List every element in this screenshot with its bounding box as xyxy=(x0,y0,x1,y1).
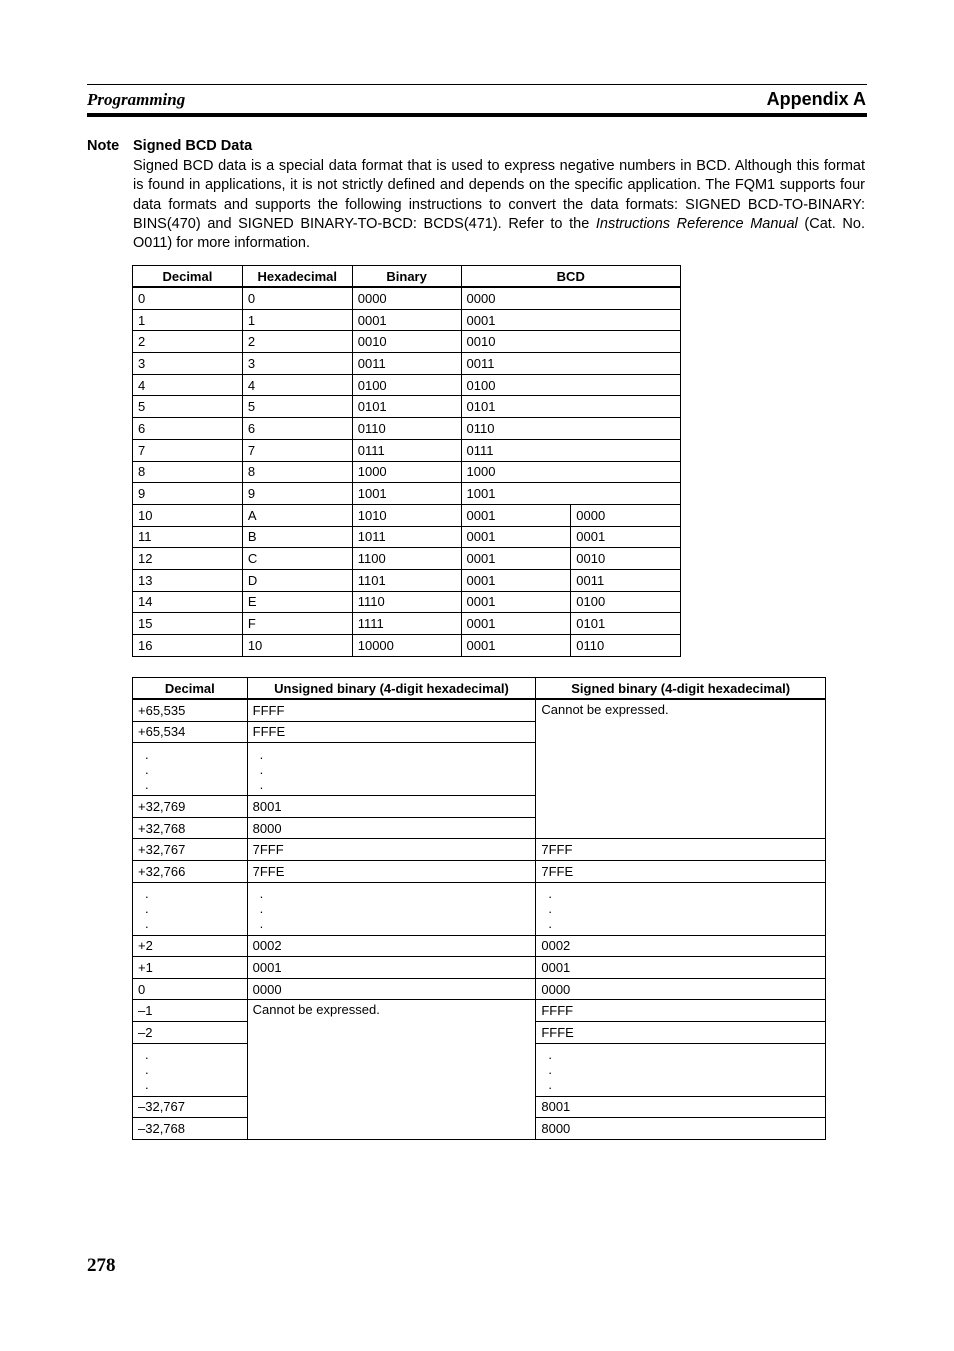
table-cell: 0002 xyxy=(536,935,826,957)
ellipsis-cell: . . . xyxy=(247,743,536,796)
table-cell: 0101 xyxy=(461,396,680,418)
table-header-row xyxy=(133,678,826,700)
header-appendix-title: Appendix A xyxy=(766,89,866,109)
table-cell: 10 xyxy=(242,635,352,657)
table-cell: 6 xyxy=(133,418,243,440)
table-cell: FFFE xyxy=(536,1021,826,1043)
table-cell: 1010 xyxy=(352,504,461,526)
table-cell: 1000 xyxy=(352,461,461,483)
note-body-text-end: (Cat. No. O011) for more information. xyxy=(133,215,865,252)
table-cell: +32,767 xyxy=(133,839,248,861)
table-cell-merged: Cannot be expressed. xyxy=(536,699,826,839)
table-row xyxy=(133,439,681,461)
table-cell: –2 xyxy=(133,1021,248,1043)
table-row xyxy=(133,504,681,526)
table-cell: 0001 xyxy=(461,591,571,613)
table-cell: 14 xyxy=(133,591,243,613)
table-row xyxy=(133,860,826,882)
table-row xyxy=(133,957,826,979)
table-cell: 9 xyxy=(242,483,352,505)
table-cell: 0101 xyxy=(571,613,681,635)
table-row xyxy=(133,591,681,613)
table-cell: –32,767 xyxy=(133,1096,248,1118)
table-cell: 0010 xyxy=(571,548,681,570)
table-cell: F xyxy=(242,613,352,635)
table-cell: 0011 xyxy=(461,353,680,375)
table-cell: 2 xyxy=(242,331,352,353)
table-cell: 0000 xyxy=(571,504,681,526)
table-cell: 8000 xyxy=(247,817,536,839)
column-header: BCD xyxy=(461,266,680,288)
table-cell: 1110 xyxy=(352,591,461,613)
table-row-ellipsis xyxy=(133,882,826,935)
table-cell: 11 xyxy=(133,526,243,548)
table-cell: 7FFE xyxy=(247,860,536,882)
column-header: Hexadecimal xyxy=(242,266,352,288)
table-row xyxy=(133,287,681,309)
table-row xyxy=(133,353,681,375)
table-cell: D xyxy=(242,569,352,591)
table-cell: –32,768 xyxy=(133,1118,248,1140)
header-section-title: Programming xyxy=(87,90,186,109)
note-body xyxy=(133,157,865,253)
ellipsis-cell: . . . xyxy=(133,743,248,796)
table-cell: 1001 xyxy=(352,483,461,505)
table-cell: 1001 xyxy=(461,483,680,505)
table-cell: 0001 xyxy=(571,526,681,548)
table-cell: 0001 xyxy=(461,309,680,331)
table-row xyxy=(133,569,681,591)
table-cell: 0001 xyxy=(461,569,571,591)
table-row xyxy=(133,461,681,483)
table-cell: +32,768 xyxy=(133,817,248,839)
table-cell: 0001 xyxy=(461,635,571,657)
table-cell: 0001 xyxy=(352,309,461,331)
table-row xyxy=(133,1000,826,1022)
column-header: Binary xyxy=(352,266,461,288)
table-cell: 0110 xyxy=(571,635,681,657)
table-cell: 0 xyxy=(133,978,248,1000)
table-cell: 0001 xyxy=(247,957,536,979)
table-row xyxy=(133,635,681,657)
table-cell: FFFF xyxy=(536,1000,826,1022)
table-cell: 4 xyxy=(133,374,243,396)
table-cell: 6 xyxy=(242,418,352,440)
column-header: Signed binary (4-digit hexadecimal) xyxy=(536,678,826,700)
ellipsis-cell: . . . xyxy=(133,1043,248,1096)
column-header: Decimal xyxy=(133,266,243,288)
table-row xyxy=(133,548,681,570)
table-cell: 0001 xyxy=(461,526,571,548)
table-cell: 0002 xyxy=(247,935,536,957)
table-row xyxy=(133,396,681,418)
table-cell: 0010 xyxy=(461,331,680,353)
table-cell: 0100 xyxy=(571,591,681,613)
table-cell: 0111 xyxy=(352,439,461,461)
table-cell: 7FFF xyxy=(536,839,826,861)
ellipsis-cell: . . . xyxy=(536,882,826,935)
table-cell: +2 xyxy=(133,935,248,957)
table-cell: 0111 xyxy=(461,439,680,461)
table-cell: 0100 xyxy=(352,374,461,396)
table-cell: C xyxy=(242,548,352,570)
table-cell: FFFE xyxy=(247,721,536,743)
table-cell: A xyxy=(242,504,352,526)
bcd-conversion-table xyxy=(132,265,681,657)
table-row xyxy=(133,935,826,957)
table-row xyxy=(133,374,681,396)
table-cell: 0001 xyxy=(536,957,826,979)
table-cell: 0 xyxy=(242,287,352,309)
note-title: Signed BCD Data xyxy=(133,138,253,154)
table-cell: 5 xyxy=(242,396,352,418)
table-cell: 5 xyxy=(133,396,243,418)
table-cell: 4 xyxy=(242,374,352,396)
table-cell: 0000 xyxy=(536,978,826,1000)
table-cell: 9 xyxy=(133,483,243,505)
table-row xyxy=(133,839,826,861)
table-cell: 0100 xyxy=(461,374,680,396)
table-cell: 8001 xyxy=(536,1096,826,1118)
table-cell: 1100 xyxy=(352,548,461,570)
table-cell: +1 xyxy=(133,957,248,979)
table-cell: 10 xyxy=(133,504,243,526)
table-cell: –1 xyxy=(133,1000,248,1022)
table-cell: 8000 xyxy=(536,1118,826,1140)
ellipsis-cell: . . . xyxy=(536,1043,826,1096)
table-cell: 8 xyxy=(242,461,352,483)
table-cell: FFFF xyxy=(247,699,536,721)
table-cell: 15 xyxy=(133,613,243,635)
table-cell: 1011 xyxy=(352,526,461,548)
table-cell: 0000 xyxy=(352,287,461,309)
table-cell: 0110 xyxy=(461,418,680,440)
table-row xyxy=(133,526,681,548)
table-cell: 0001 xyxy=(461,504,571,526)
table-cell: 1101 xyxy=(352,569,461,591)
table-cell: 7 xyxy=(133,439,243,461)
table-cell: 0011 xyxy=(571,569,681,591)
table-cell: 7 xyxy=(242,439,352,461)
table-row xyxy=(133,331,681,353)
table-cell: 0101 xyxy=(352,396,461,418)
table-cell: 0000 xyxy=(461,287,680,309)
table-cell: 2 xyxy=(133,331,243,353)
table-cell: B xyxy=(242,526,352,548)
table-cell: 16 xyxy=(133,635,243,657)
table-cell: +65,534 xyxy=(133,721,248,743)
table-cell: 0011 xyxy=(352,353,461,375)
note-body-text: Signed BCD data is a special data format that is used to express negative numbers in BCD. Although this format is found in applications, it is not strictly defined and depends on the specific application. The FQM1 supports four data formats and supports the following instructions to convert the data formats: SIGNED BCD-TO-BINARY: BINS(470) and SIGNED BINARY-TO-BCD: BCDS(471). Refer to the xyxy=(133,158,865,232)
table-cell: 8001 xyxy=(247,796,536,818)
ellipsis-cell: . . . xyxy=(247,882,536,935)
table-cell: 0001 xyxy=(461,548,571,570)
table-cell: 7FFF xyxy=(247,839,536,861)
table-cell: 12 xyxy=(133,548,243,570)
table-cell: 1111 xyxy=(352,613,461,635)
table-row xyxy=(133,418,681,440)
table-cell: 0 xyxy=(133,287,243,309)
table-cell-merged: Cannot be expressed. xyxy=(247,1000,536,1139)
table-cell: 0010 xyxy=(352,331,461,353)
header-bottom-rule xyxy=(87,113,867,117)
table-row xyxy=(133,483,681,505)
column-header: Decimal xyxy=(133,678,248,700)
table-cell: +32,766 xyxy=(133,860,248,882)
table-row xyxy=(133,613,681,635)
column-header: Unsigned binary (4-digit hexadecimal) xyxy=(247,678,536,700)
table-cell: 0110 xyxy=(352,418,461,440)
table-cell: +65,535 xyxy=(133,699,248,721)
table-cell: 10000 xyxy=(352,635,461,657)
table-cell: +32,769 xyxy=(133,796,248,818)
table-cell: 8 xyxy=(133,461,243,483)
table-cell: 3 xyxy=(242,353,352,375)
table-row xyxy=(133,309,681,331)
table-cell: 3 xyxy=(133,353,243,375)
table-header-row xyxy=(133,266,681,288)
table-cell: 0000 xyxy=(247,978,536,1000)
page-number: 278 xyxy=(87,1255,116,1276)
table-row xyxy=(133,978,826,1000)
signed-binary-table xyxy=(132,677,826,1140)
table-cell: 1000 xyxy=(461,461,680,483)
table-cell: 0001 xyxy=(461,613,571,635)
ellipsis-cell: . . . xyxy=(133,882,248,935)
header-top-rule xyxy=(87,84,867,85)
note-label: Note xyxy=(87,138,120,154)
bcd-table-body xyxy=(133,287,681,656)
table-cell: 13 xyxy=(133,569,243,591)
table-cell: 7FFE xyxy=(536,860,826,882)
note-body-manual-title: Instructions Reference Manual xyxy=(595,215,798,232)
table-cell: E xyxy=(242,591,352,613)
table-cell: 1 xyxy=(242,309,352,331)
table-row xyxy=(133,699,826,721)
table-cell: 1 xyxy=(133,309,243,331)
